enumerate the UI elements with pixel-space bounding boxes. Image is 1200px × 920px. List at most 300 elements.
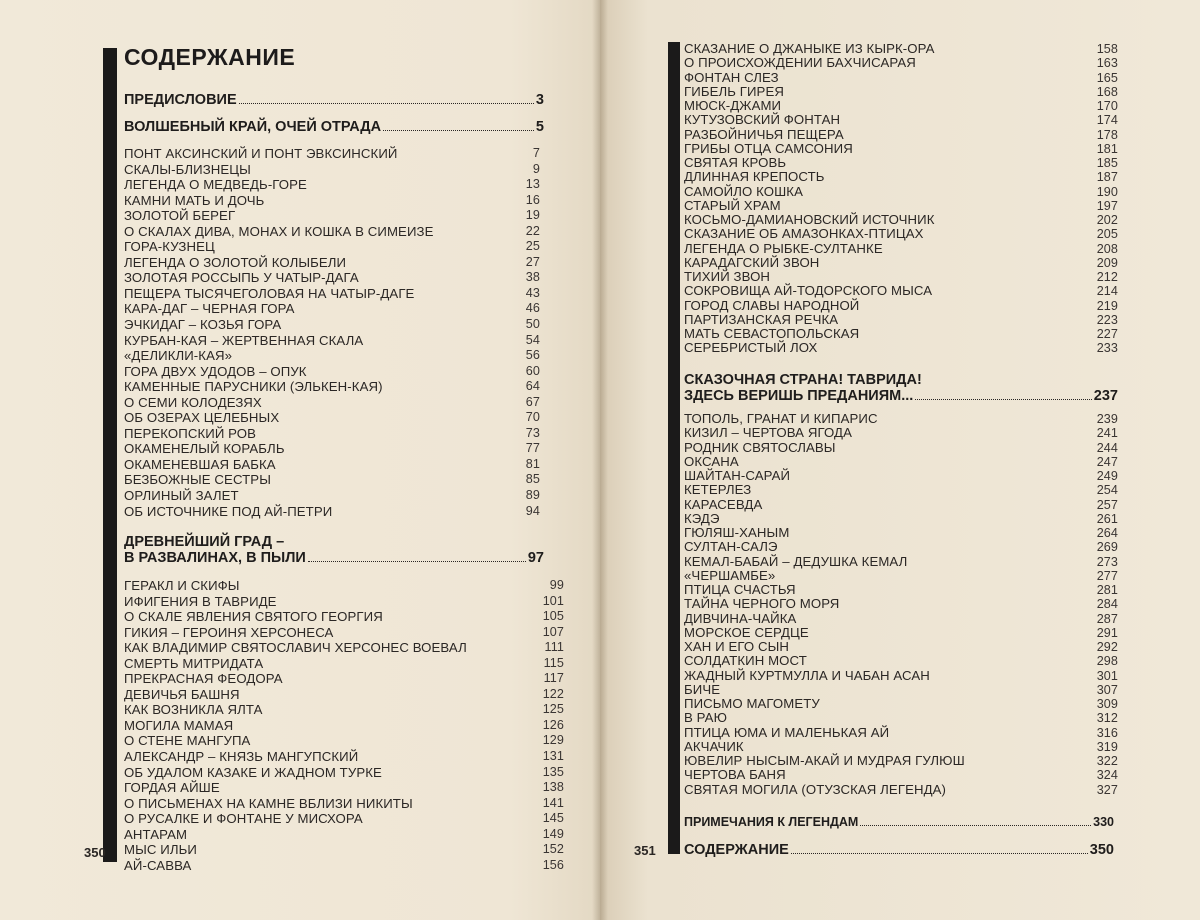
toc-section-1 (124, 119, 544, 135)
toc-entry (684, 597, 1118, 611)
toc-entry (124, 457, 540, 473)
toc-entry (684, 284, 1118, 298)
toc-entry-page: 105 (542, 609, 564, 624)
toc-entry (124, 842, 564, 858)
toc-entry-page: 223 (1096, 312, 1118, 327)
section-2-entries (124, 578, 564, 873)
toc-entry-title: РОДНИК СВЯТОСЛАВЫ (684, 439, 836, 455)
toc-entry (684, 697, 1118, 711)
toc-entry-page: 117 (543, 671, 564, 686)
toc-entry (684, 56, 1118, 70)
toc-entry-title: ЛЕГЕНДА О ЗОЛОТОЙ КОЛЫБЕЛИ (124, 254, 347, 270)
toc-entry-title: САМОЙЛО КОШКА (684, 183, 803, 199)
toc-entry-title: ТАЙНА ЧЕРНОГО МОРЯ (684, 596, 840, 612)
toc-entry (684, 711, 1118, 725)
toc-entry (684, 256, 1118, 270)
toc-entry-page: 241 (1096, 426, 1118, 441)
toc-entry-page: 312 (1096, 711, 1118, 726)
toc-entry-page: 126 (542, 717, 564, 732)
toc-section-3-title-line1: СКАЗОЧНАЯ СТРАНА! ТАВРИДА! (684, 372, 922, 388)
toc-entry-page: 277 (1096, 568, 1118, 583)
toc-entry-page: 219 (1096, 298, 1118, 313)
toc-entry-page: 298 (1096, 654, 1118, 669)
toc-entry (684, 113, 1118, 127)
toc-entry-page: 324 (1096, 768, 1118, 783)
toc-entry (684, 227, 1118, 241)
toc-entry-page: 135 (542, 764, 564, 779)
toc-entry-title: ОКСАНА (684, 453, 739, 469)
leader-dots (308, 561, 526, 562)
toc-entry-page: 85 (525, 472, 540, 487)
toc-entry-title: ОБ ОЗЕРАХ ЦЕЛЕБНЫХ (124, 410, 280, 426)
toc-entry (684, 626, 1118, 640)
toc-entry-title: ДИВЧИНА-ЧАЙКА (684, 610, 797, 626)
toc-entry-title: СКАЛЫ-БЛИЗНЕЦЫ (124, 161, 251, 177)
toc-notes (684, 815, 1114, 830)
toc-entry (124, 317, 540, 333)
toc-entry-title: КАМЕННЫЕ ПАРУСНИКИ (ЭЛЬКЕН-КАЯ) (124, 379, 383, 395)
toc-entry-page: 254 (1096, 483, 1118, 498)
toc-entry-page: 145 (542, 811, 564, 826)
toc-entry-title: КАК ВЛАДИМИР СВЯТОСЛАВИЧ ХЕРСОНЕС ВОЕВАЛ (124, 640, 467, 656)
toc-entry-title: СТАРЫЙ ХРАМ (684, 197, 781, 213)
toc-entry-title: МЫС ИЛЬИ (124, 842, 197, 858)
toc-entry-page: 89 (525, 488, 540, 503)
toc-entry (124, 426, 540, 442)
toc-entry (124, 270, 540, 286)
toc-entry (684, 242, 1118, 256)
leader-dots (383, 130, 534, 131)
toc-entry-page: 264 (1096, 526, 1118, 540)
toc-entry (124, 609, 564, 625)
toc-entry (124, 488, 540, 504)
toc-entry (684, 540, 1118, 554)
toc-entry-title: ФОНТАН СЛЕЗ (684, 69, 779, 85)
toc-entry (124, 504, 540, 520)
toc-entry-page: 257 (1096, 497, 1118, 512)
toc-entry-title: МАТЬ СЕВАСТОПОЛЬСКАЯ (684, 326, 860, 341)
toc-entry-title: ОКАМЕНЕЛЫЙ КОРАБЛЬ (124, 441, 285, 457)
toc-entry-page: 309 (1096, 697, 1118, 711)
toc-contents (684, 842, 1114, 858)
toc-entry-title: СКАЗАНИЕ ОБ АМАЗОНКАХ-ПТИЦАХ (684, 226, 924, 242)
toc-entry (684, 313, 1118, 327)
toc-entry-title: КУТУЗОВСКИЙ ФОНТАН (684, 112, 841, 128)
toc-entry-page: 168 (1096, 84, 1118, 99)
toc-entry-page: 178 (1096, 127, 1118, 142)
toc-section-3-page: 237 (1093, 388, 1118, 404)
toc-preface-title: ПРЕДИСЛОВИЕ (124, 92, 237, 108)
toc-preface-page: 3 (535, 92, 544, 108)
toc-entry (684, 455, 1118, 469)
toc-entry (684, 612, 1118, 626)
toc-entry (124, 811, 564, 827)
page-title: СОДЕРЖАНИЕ (124, 44, 296, 70)
toc-entry (684, 569, 1118, 583)
toc-entry-page: 70 (525, 410, 540, 425)
toc-entry (684, 270, 1118, 284)
toc-entry-page: 249 (1096, 469, 1118, 483)
toc-entry (124, 671, 564, 687)
toc-entry-title: ОРЛИНЫЙ ЗАЛЕТ (124, 488, 239, 504)
toc-entry (124, 348, 540, 364)
section-1-entries (124, 146, 540, 519)
toc-entry-page: 56 (525, 348, 540, 363)
toc-entry-title: ЖАДНЫЙ КУРТМУЛЛА И ЧАБАН АСАН (684, 667, 930, 683)
toc-entry (684, 483, 1118, 497)
toc-entry-page: 60 (525, 363, 540, 378)
leader-dots (791, 853, 1088, 854)
toc-entry-title: ТОПОЛЬ, ГРАНАТ И КИПАРИС (684, 411, 878, 426)
toc-entry-page: 281 (1096, 583, 1118, 597)
toc-entry-page: 322 (1096, 754, 1118, 768)
toc-entry-page: 212 (1096, 270, 1118, 284)
toc-entry-title: КАРАСЕВДА (684, 496, 763, 512)
toc-entry (684, 726, 1118, 740)
toc-entry-page: 77 (525, 441, 540, 456)
toc-entry-title: КАРА-ДАГ – ЧЕРНАЯ ГОРА (124, 301, 295, 317)
toc-entry-page: 156 (542, 857, 564, 872)
toc-entry-title: КЕМАЛ-БАБАЙ – ДЕДУШКА КЕМАЛ (684, 553, 908, 569)
toc-entry-title: ОБ ИСТОЧНИКЕ ПОД АЙ-ПЕТРИ (124, 503, 333, 519)
toc-entry (684, 740, 1118, 754)
toc-entry-page: 261 (1096, 511, 1118, 526)
toc-entry-title: СУЛТАН-САЛЭ (684, 539, 778, 555)
toc-entry-title: ГОРА ДВУХ УДОДОВ – ОПУК (124, 363, 307, 379)
toc-entry-page: 269 (1096, 540, 1118, 555)
toc-entry-title: ПТИЦА СЧАСТЬЯ (684, 582, 796, 597)
toc-entry-page: 239 (1096, 412, 1118, 426)
toc-entry-page: 73 (525, 425, 540, 440)
toc-entry-page: 287 (1096, 611, 1118, 626)
toc-entry-page: 301 (1096, 668, 1118, 683)
toc-entry-page: 111 (544, 640, 564, 655)
toc-entry-page: 163 (1096, 56, 1118, 71)
toc-entry (684, 441, 1118, 455)
toc-entry-title: СКАЗАНИЕ О ДЖАНЫКЕ ИЗ КЫРК-ОРА (684, 41, 935, 56)
leader-dots (915, 399, 1091, 400)
toc-entry-title: КАМНИ МАТЬ И ДОЧЬ (124, 192, 265, 208)
toc-entry-page: 131 (542, 749, 564, 764)
toc-entry-title: КИЗИЛ – ЧЕРТОВА ЯГОДА (684, 425, 852, 441)
toc-entry (124, 656, 564, 672)
toc-entry-page: 284 (1096, 597, 1118, 612)
toc-entry-page: 46 (525, 301, 540, 316)
toc-entry-title: ЛЕГЕНДА О РЫБКЕ-СУЛТАНКЕ (684, 240, 883, 256)
toc-section-3 (684, 372, 1118, 404)
toc-entry (124, 594, 564, 610)
toc-entry-page: 170 (1096, 99, 1118, 113)
toc-entry-title: ПАРТИЗАНСКАЯ РЕЧКА (684, 311, 839, 327)
toc-entry-title: АЛЕКСАНДР – КНЯЗЬ МАНГУПСКИЙ (124, 749, 359, 765)
toc-entry-title: ГОРА-КУЗНЕЦ (124, 239, 215, 255)
toc-entry (124, 718, 564, 734)
toc-entry (124, 472, 540, 488)
toc-entry-title: ПЕРЕКОПСКИЙ РОВ (124, 425, 257, 441)
toc-entry (684, 128, 1118, 142)
toc-entry-page: 244 (1096, 440, 1118, 455)
toc-entry (684, 583, 1118, 597)
toc-entry-title: БЕЗБОЖНЫЕ СЕСТРЫ (124, 472, 271, 488)
toc-section-2 (124, 534, 544, 566)
toc-entry-page: 190 (1096, 184, 1118, 199)
toc-entry-page: 22 (525, 223, 540, 238)
toc-entry (124, 765, 564, 781)
toc-entry (124, 749, 564, 765)
toc-entry-page: 81 (525, 456, 540, 471)
toc-entry (124, 239, 540, 255)
toc-entry-title: МЮСК-ДЖАМИ (684, 98, 782, 113)
toc-entry-title: О ПРОИСХОЖДЕНИИ БАХЧИСАРАЯ (684, 55, 916, 71)
toc-entry (684, 199, 1118, 213)
toc-section-2-title-line1: ДРЕВНЕЙШИЙ ГРАД – (124, 534, 285, 550)
toc-entry-page: 129 (542, 733, 564, 748)
right-page-number: 351 (634, 843, 656, 858)
toc-entry-page: 7 (532, 146, 540, 160)
toc-entry-title: БИЧЕ (684, 681, 721, 697)
toc-entry-page: 165 (1096, 70, 1118, 85)
toc-entry (684, 754, 1118, 768)
left-margin-bar (103, 48, 117, 862)
toc-entry (124, 780, 564, 796)
toc-entry-page: 149 (542, 826, 564, 841)
toc-entry-title: ПИСЬМО МАГОМЕТУ (684, 696, 820, 711)
toc-entry-page: 138 (542, 780, 564, 795)
toc-entry-title: СЕРЕБРИСТЫЙ ЛОХ (684, 340, 818, 356)
toc-entry (684, 469, 1118, 483)
toc-entry (124, 208, 540, 224)
toc-entry-title: МОРСКОЕ СЕРДЦЕ (684, 624, 809, 640)
toc-entry (684, 683, 1118, 697)
toc-entry (124, 255, 540, 271)
toc-entry-title: ТИХИЙ ЗВОН (684, 269, 771, 284)
toc-entry-title: МОГИЛА МАМАЯ (124, 717, 234, 733)
toc-entry-title: ЭЧКИДАГ – КОЗЬЯ ГОРА (124, 317, 282, 333)
toc-section-2-page: 97 (527, 550, 544, 566)
toc-entry (124, 640, 564, 656)
toc-entry (124, 441, 540, 457)
toc-entry-title: ШАЙТАН-САРАЙ (684, 468, 791, 483)
toc-entry-page: 13 (525, 177, 540, 192)
toc-entry-title: ГЮЛЯШ-ХАНЫМ (684, 525, 790, 540)
leader-dots (860, 825, 1091, 826)
toc-entry-page: 273 (1096, 554, 1118, 569)
toc-entry-page: 101 (542, 593, 564, 608)
toc-entry-title: ГОРДАЯ АЙШЕ (124, 780, 220, 796)
toc-entry (684, 156, 1118, 170)
toc-entry (124, 796, 564, 812)
toc-entry-title: О СКАЛЕ ЯВЛЕНИЯ СВЯТОГО ГЕОРГИЯ (124, 609, 383, 625)
toc-entry-page: 247 (1096, 454, 1118, 469)
toc-entry-page: 54 (525, 332, 540, 347)
toc-entry-page: 233 (1096, 341, 1118, 356)
toc-entry-page: 185 (1096, 156, 1118, 170)
toc-entry-title: СВЯТАЯ МОГИЛА (ОТУЗСКАЯ ЛЕГЕНДА) (684, 781, 947, 797)
toc-notes-page: 330 (1093, 815, 1114, 829)
toc-entry-page: 25 (525, 239, 540, 254)
toc-preface (124, 92, 544, 108)
toc-entry-title: АНТАРАМ (124, 826, 188, 842)
toc-entry-title: ОБ УДАЛОМ КАЗАКЕ И ЖАДНОМ ТУРКЕ (124, 764, 382, 780)
toc-entry (124, 733, 564, 749)
toc-entry-page: 205 (1096, 227, 1118, 242)
toc-entry (684, 327, 1118, 341)
toc-entry-page: 38 (525, 270, 540, 285)
toc-entry (124, 687, 564, 703)
toc-entry-title: КЕТЕРЛЕЗ (684, 482, 752, 498)
left-page-number: 350 (84, 845, 106, 860)
toc-section-3-title-line2: ЗДЕСЬ ВЕРИШЬ ПРЕДАНИЯМ... (684, 388, 914, 404)
toc-entry-page: 43 (525, 285, 540, 300)
toc-entry-title: СМЕРТЬ МИТРИДАТА (124, 655, 264, 671)
toc-entry (124, 224, 540, 240)
toc-entry-title: «ЧЕРШАМБЕ» (684, 567, 776, 583)
toc-section-1-page: 5 (535, 119, 544, 135)
toc-entry (124, 395, 540, 411)
toc-entry-title: КАК ВОЗНИКЛА ЯЛТА (124, 702, 263, 718)
toc-entry-page: 197 (1096, 198, 1118, 213)
toc-entry-title: АЙ-САВВА (124, 857, 192, 873)
toc-entry (684, 341, 1118, 355)
toc-entry-title: О СЕМИ КОЛОДЕЗЯХ (124, 394, 262, 410)
toc-entry-page: 158 (1096, 42, 1118, 56)
toc-entry (684, 412, 1118, 426)
toc-entry-title: ЛЕГЕНДА О МЕДВЕДЬ-ГОРЕ (124, 177, 307, 193)
toc-entry-title: О СКАЛАХ ДИВА, МОНАХ И КОШКА В СИМЕИЗЕ (124, 223, 434, 239)
toc-entry-page: 141 (542, 795, 564, 810)
toc-entry (684, 42, 1118, 56)
toc-entry-page: 319 (1096, 739, 1118, 754)
toc-entry (124, 702, 564, 718)
toc-entry-page: 209 (1096, 255, 1118, 270)
toc-entry-page: 291 (1096, 625, 1118, 640)
toc-entry-page: 181 (1096, 141, 1118, 156)
toc-entry-page: 122 (542, 686, 564, 701)
toc-entry-title: ГЕРАКЛ И СКИФЫ (124, 578, 240, 593)
toc-entry (684, 783, 1118, 797)
toc-entry-page: 99 (549, 578, 564, 592)
toc-entry-page: 64 (525, 379, 540, 394)
toc-entry (684, 555, 1118, 569)
toc-entry (684, 299, 1118, 313)
toc-entry (684, 85, 1118, 99)
toc-entry-title: ДЕВИЧЬЯ БАШНЯ (124, 686, 240, 702)
toc-entry (124, 146, 540, 162)
toc-entry-title: ОКАМЕНЕВШАЯ БАБКА (124, 456, 276, 472)
right-top-entries (684, 42, 1118, 356)
toc-entry-page: 327 (1096, 782, 1118, 797)
toc-entry-title: КОСЬМО-ДАМИАНОВСКИЙ ИСТОЧНИК (684, 212, 935, 227)
toc-notes-title: ПРИМЕЧАНИЯ К ЛЕГЕНДАМ (684, 815, 859, 829)
toc-entry (124, 193, 540, 209)
toc-entry (684, 654, 1118, 668)
toc-entry-page: 187 (1096, 170, 1118, 185)
toc-entry-page: 202 (1096, 213, 1118, 227)
section-3-entries (684, 412, 1118, 797)
toc-entry-title: ДЛИННАЯ КРЕПОСТЬ (684, 169, 825, 185)
toc-entry-page: 27 (525, 254, 540, 269)
toc-entry-page: 19 (525, 208, 540, 223)
toc-entry-title: ГИБЕЛЬ ГИРЕЯ (684, 83, 784, 99)
toc-entry (684, 640, 1118, 654)
toc-entry-page: 174 (1096, 113, 1118, 128)
toc-entry (124, 301, 540, 317)
toc-entry-title: КУРБАН-КАЯ – ЖЕРТВЕННАЯ СКАЛА (124, 332, 364, 348)
toc-entry (124, 286, 540, 302)
toc-entry (124, 364, 540, 380)
toc-entry-title: СОЛДАТКИН МОСТ (684, 653, 807, 669)
toc-entry (124, 625, 564, 641)
toc-entry-page: 9 (532, 161, 540, 176)
toc-contents-title: СОДЕРЖАНИЕ (684, 842, 789, 858)
toc-entry-title: ПЕЩЕРА ТЫСЯЧЕГОЛОВАЯ НА ЧАТЫР-ДАГЕ (124, 285, 415, 301)
toc-entry-title: ЗОЛОТОЙ БЕРЕГ (124, 208, 236, 224)
toc-entry (684, 213, 1118, 227)
toc-entry-page: 67 (525, 394, 540, 409)
toc-entry (124, 578, 564, 594)
book-spine (592, 0, 608, 920)
toc-entry-page: 208 (1096, 241, 1118, 256)
toc-entry-page: 292 (1096, 640, 1118, 654)
toc-entry-title: О РУСАЛКЕ И ФОНТАНЕ У МИСХОРА (124, 811, 363, 827)
toc-entry (684, 426, 1118, 440)
toc-contents-page: 350 (1089, 842, 1114, 858)
toc-entry-page: 125 (542, 702, 564, 717)
toc-entry-title: ПОНТ АКСИНСКИЙ И ПОНТ ЭВКСИНСКИЙ (124, 146, 398, 161)
toc-entry-title: СОКРОВИЩА АЙ-ТОДОРСКОГО МЫСА (684, 283, 933, 299)
toc-entry-title: КАРАДАГСКИЙ ЗВОН (684, 254, 820, 270)
toc-entry-title: КЭДЭ (684, 510, 720, 526)
toc-entry (124, 162, 540, 178)
toc-entry-title: ГОРОД СЛАВЫ НАРОДНОЙ (684, 297, 860, 313)
toc-entry-title: В РАЮ (684, 710, 727, 726)
toc-entry-page: 115 (543, 655, 564, 670)
toc-section-2-title-line2: В РАЗВАЛИНАХ, В ПЫЛИ (124, 550, 306, 566)
toc-entry (684, 170, 1118, 184)
toc-entry-title: АКЧАЧИК (684, 738, 744, 754)
toc-entry-title: ЮВЕЛИР НЫСЫМ-АКАЙ И МУДРАЯ ГУЛЮШ (684, 753, 965, 768)
toc-entry (124, 177, 540, 193)
toc-entry (684, 526, 1118, 540)
toc-entry (684, 768, 1118, 782)
toc-entry-page: 214 (1096, 284, 1118, 299)
toc-entry-page: 307 (1096, 682, 1118, 697)
toc-entry (684, 498, 1118, 512)
toc-entry (124, 827, 564, 843)
toc-entry-title: ПТИЦА ЮМА И МАЛЕНЬКАЯ АЙ (684, 724, 890, 740)
toc-entry-title: ИФИГЕНИЯ В ТАВРИДЕ (124, 593, 277, 609)
toc-entry (124, 410, 540, 426)
toc-entry-page: 227 (1096, 327, 1118, 341)
toc-entry-page: 94 (525, 503, 540, 518)
toc-entry-title: ЗОЛОТАЯ РОССЫПЬ У ЧАТЫР-ДАГА (124, 270, 359, 286)
toc-entry-title: «ДЕЛИКЛИ-КАЯ» (124, 348, 233, 364)
toc-section-1-title: ВОЛШЕБНЫЙ КРАЙ, ОЧЕЙ ОТРАДА (124, 119, 382, 135)
toc-entry (124, 333, 540, 349)
toc-entry-title: СВЯТАЯ КРОВЬ (684, 155, 787, 170)
toc-entry (684, 512, 1118, 526)
toc-entry-title: ПРЕКРАСНАЯ ФЕОДОРА (124, 671, 283, 687)
toc-entry-title: О СТЕНЕ МАНГУПА (124, 733, 251, 749)
toc-entry-page: 152 (542, 842, 564, 857)
toc-entry-title: ГРИБЫ ОТЦА САМСОНИЯ (684, 140, 853, 156)
toc-entry-page: 316 (1096, 725, 1118, 740)
toc-entry-title: РАЗБОЙНИЧЬЯ ПЕЩЕРА (684, 126, 844, 142)
toc-entry-title: О ПИСЬМЕНАХ НА КАМНЕ ВБЛИЗИ НИКИТЫ (124, 795, 413, 811)
leader-dots (239, 103, 534, 104)
toc-entry-title: ГИКИЯ – ГЕРОИНЯ ХЕРСОНЕСА (124, 624, 334, 640)
toc-entry-page: 16 (525, 192, 540, 207)
